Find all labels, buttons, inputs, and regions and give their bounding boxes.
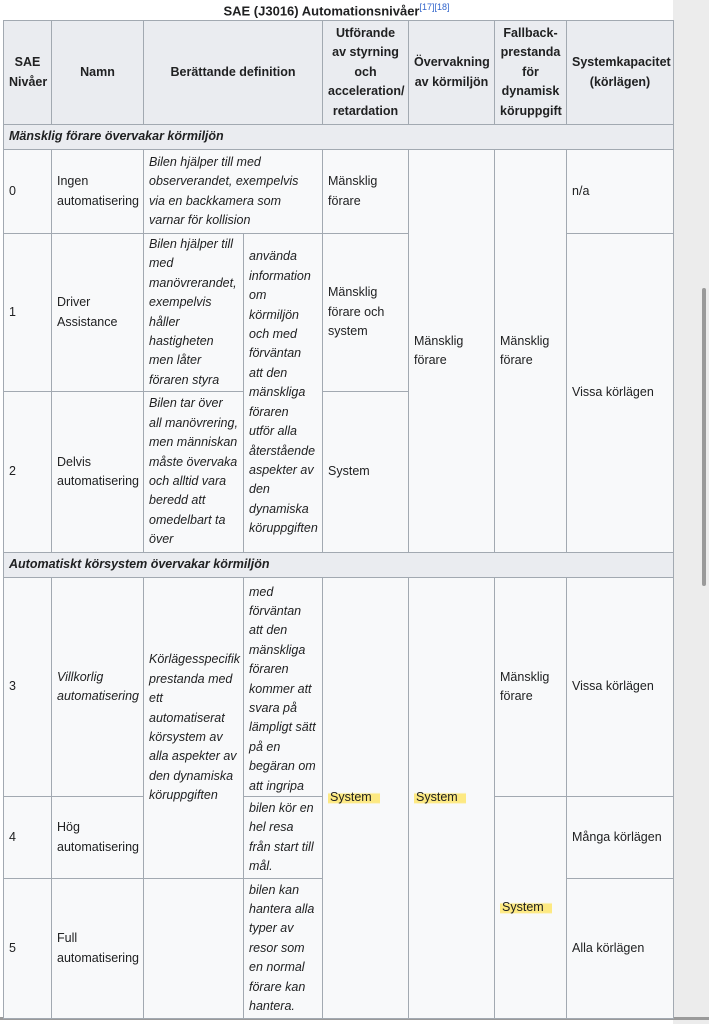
section-human-monitors: Mänsklig förare övervakar körmiljön xyxy=(4,125,674,150)
definition-shared-cell: använda information om körmiljön och med förväntan att den mänskliga föraren utför alla återstående aspekter av den dynamiska köruppgiften xyxy=(244,234,323,553)
header-monitoring: Övervakning av körmiljön xyxy=(409,21,495,125)
header-level: SAE Nivåer xyxy=(4,21,52,125)
capability-cell: Vissa körlägen xyxy=(567,578,674,797)
definition-cell: Bilen tar över all manövrering, men människan måste övervaka och alltid vara beredd att omedelbart ta över xyxy=(144,392,244,553)
header-definition: Berättande definition xyxy=(144,21,323,125)
execution-cell: Mänsklig förare xyxy=(323,150,409,234)
table-row xyxy=(4,234,674,392)
definition-extra-cell: med förväntan att den mänskliga föraren kommer att svara på lämpligt sätt på en begäran om att ingripa xyxy=(244,578,323,797)
level-cell: 4 xyxy=(4,797,52,879)
name-cell: Ingen automatisering xyxy=(52,150,144,234)
table-row xyxy=(4,150,674,234)
name-cell: Driver Assistance xyxy=(52,234,144,392)
level-cell: 5 xyxy=(4,879,52,1019)
definition-extra-cell: bilen kan hantera alla typer av resor som en normal förare kan hantera. xyxy=(244,879,323,1019)
level-cell: 3 xyxy=(4,578,52,797)
level-cell: 1 xyxy=(4,234,52,392)
execution-cell: System xyxy=(323,392,409,553)
table-title: SAE (J3016) Automationsnivåer xyxy=(223,3,420,19)
header-row xyxy=(4,21,674,125)
capability-cell: Många körlägen xyxy=(567,797,674,879)
definition-cell: Bilen hjälper till med manövrerandet, exempelvis håller hastigheten men låter föraren styra xyxy=(144,234,244,392)
capability-cell: n/a xyxy=(567,150,674,234)
fallback-cell: Mänsklig förare xyxy=(495,150,567,553)
definition-cell-empty xyxy=(144,879,244,1019)
fallback-cell: Mänsklig förare xyxy=(495,578,567,797)
name-cell: Delvis automatisering xyxy=(52,392,144,553)
fallback-cell xyxy=(495,797,567,1019)
execution-cell: Mänsklig förare och system xyxy=(323,234,409,392)
table-row xyxy=(4,578,674,797)
highlighted-text: System xyxy=(328,790,380,804)
header-capability: Systemkapacitet (körlägen) xyxy=(567,21,674,125)
section-row xyxy=(4,125,674,150)
sae-levels-table xyxy=(3,20,674,1019)
capability-cell: Vissa körlägen xyxy=(567,234,674,553)
level-cell: 2 xyxy=(4,392,52,553)
section-system-monitors: Automatiskt körsystem övervakar körmiljön xyxy=(4,553,674,578)
name-cell: Full automatisering xyxy=(52,879,144,1019)
name-cell: Villkorlig automatisering xyxy=(52,578,144,797)
header-execution: Utförande av styrning och acceleration/ retardation xyxy=(323,21,409,125)
monitoring-cell xyxy=(409,578,495,1019)
reference-links[interactable]: [17][18] xyxy=(419,2,450,12)
definition-cell: Bilen hjälper till med observerandet, exempelvis via en backkamera som varnar för kollision xyxy=(144,150,323,234)
capability-cell: Alla körlägen xyxy=(567,879,674,1019)
highlighted-text: System xyxy=(414,790,466,804)
section-row xyxy=(4,553,674,578)
table-caption xyxy=(0,2,673,18)
definition-extra-cell: bilen kör en hel resa från start till mål. xyxy=(244,797,323,879)
definition-shared-cell: Körlägesspecifik prestanda med ett automatiserat körsystem av alla aspekter av den dynamiska köruppgiften xyxy=(144,578,244,879)
header-name: Namn xyxy=(52,21,144,125)
scrollbar[interactable] xyxy=(702,288,706,586)
level-cell: 0 xyxy=(4,150,52,234)
execution-cell xyxy=(323,578,409,1019)
highlighted-text: System xyxy=(500,900,552,914)
header-fallback: Fallback-prestanda för dynamisk köruppgift xyxy=(495,21,567,125)
monitoring-cell: Mänsklig förare xyxy=(409,150,495,553)
name-cell: Hög automatisering xyxy=(52,797,144,879)
